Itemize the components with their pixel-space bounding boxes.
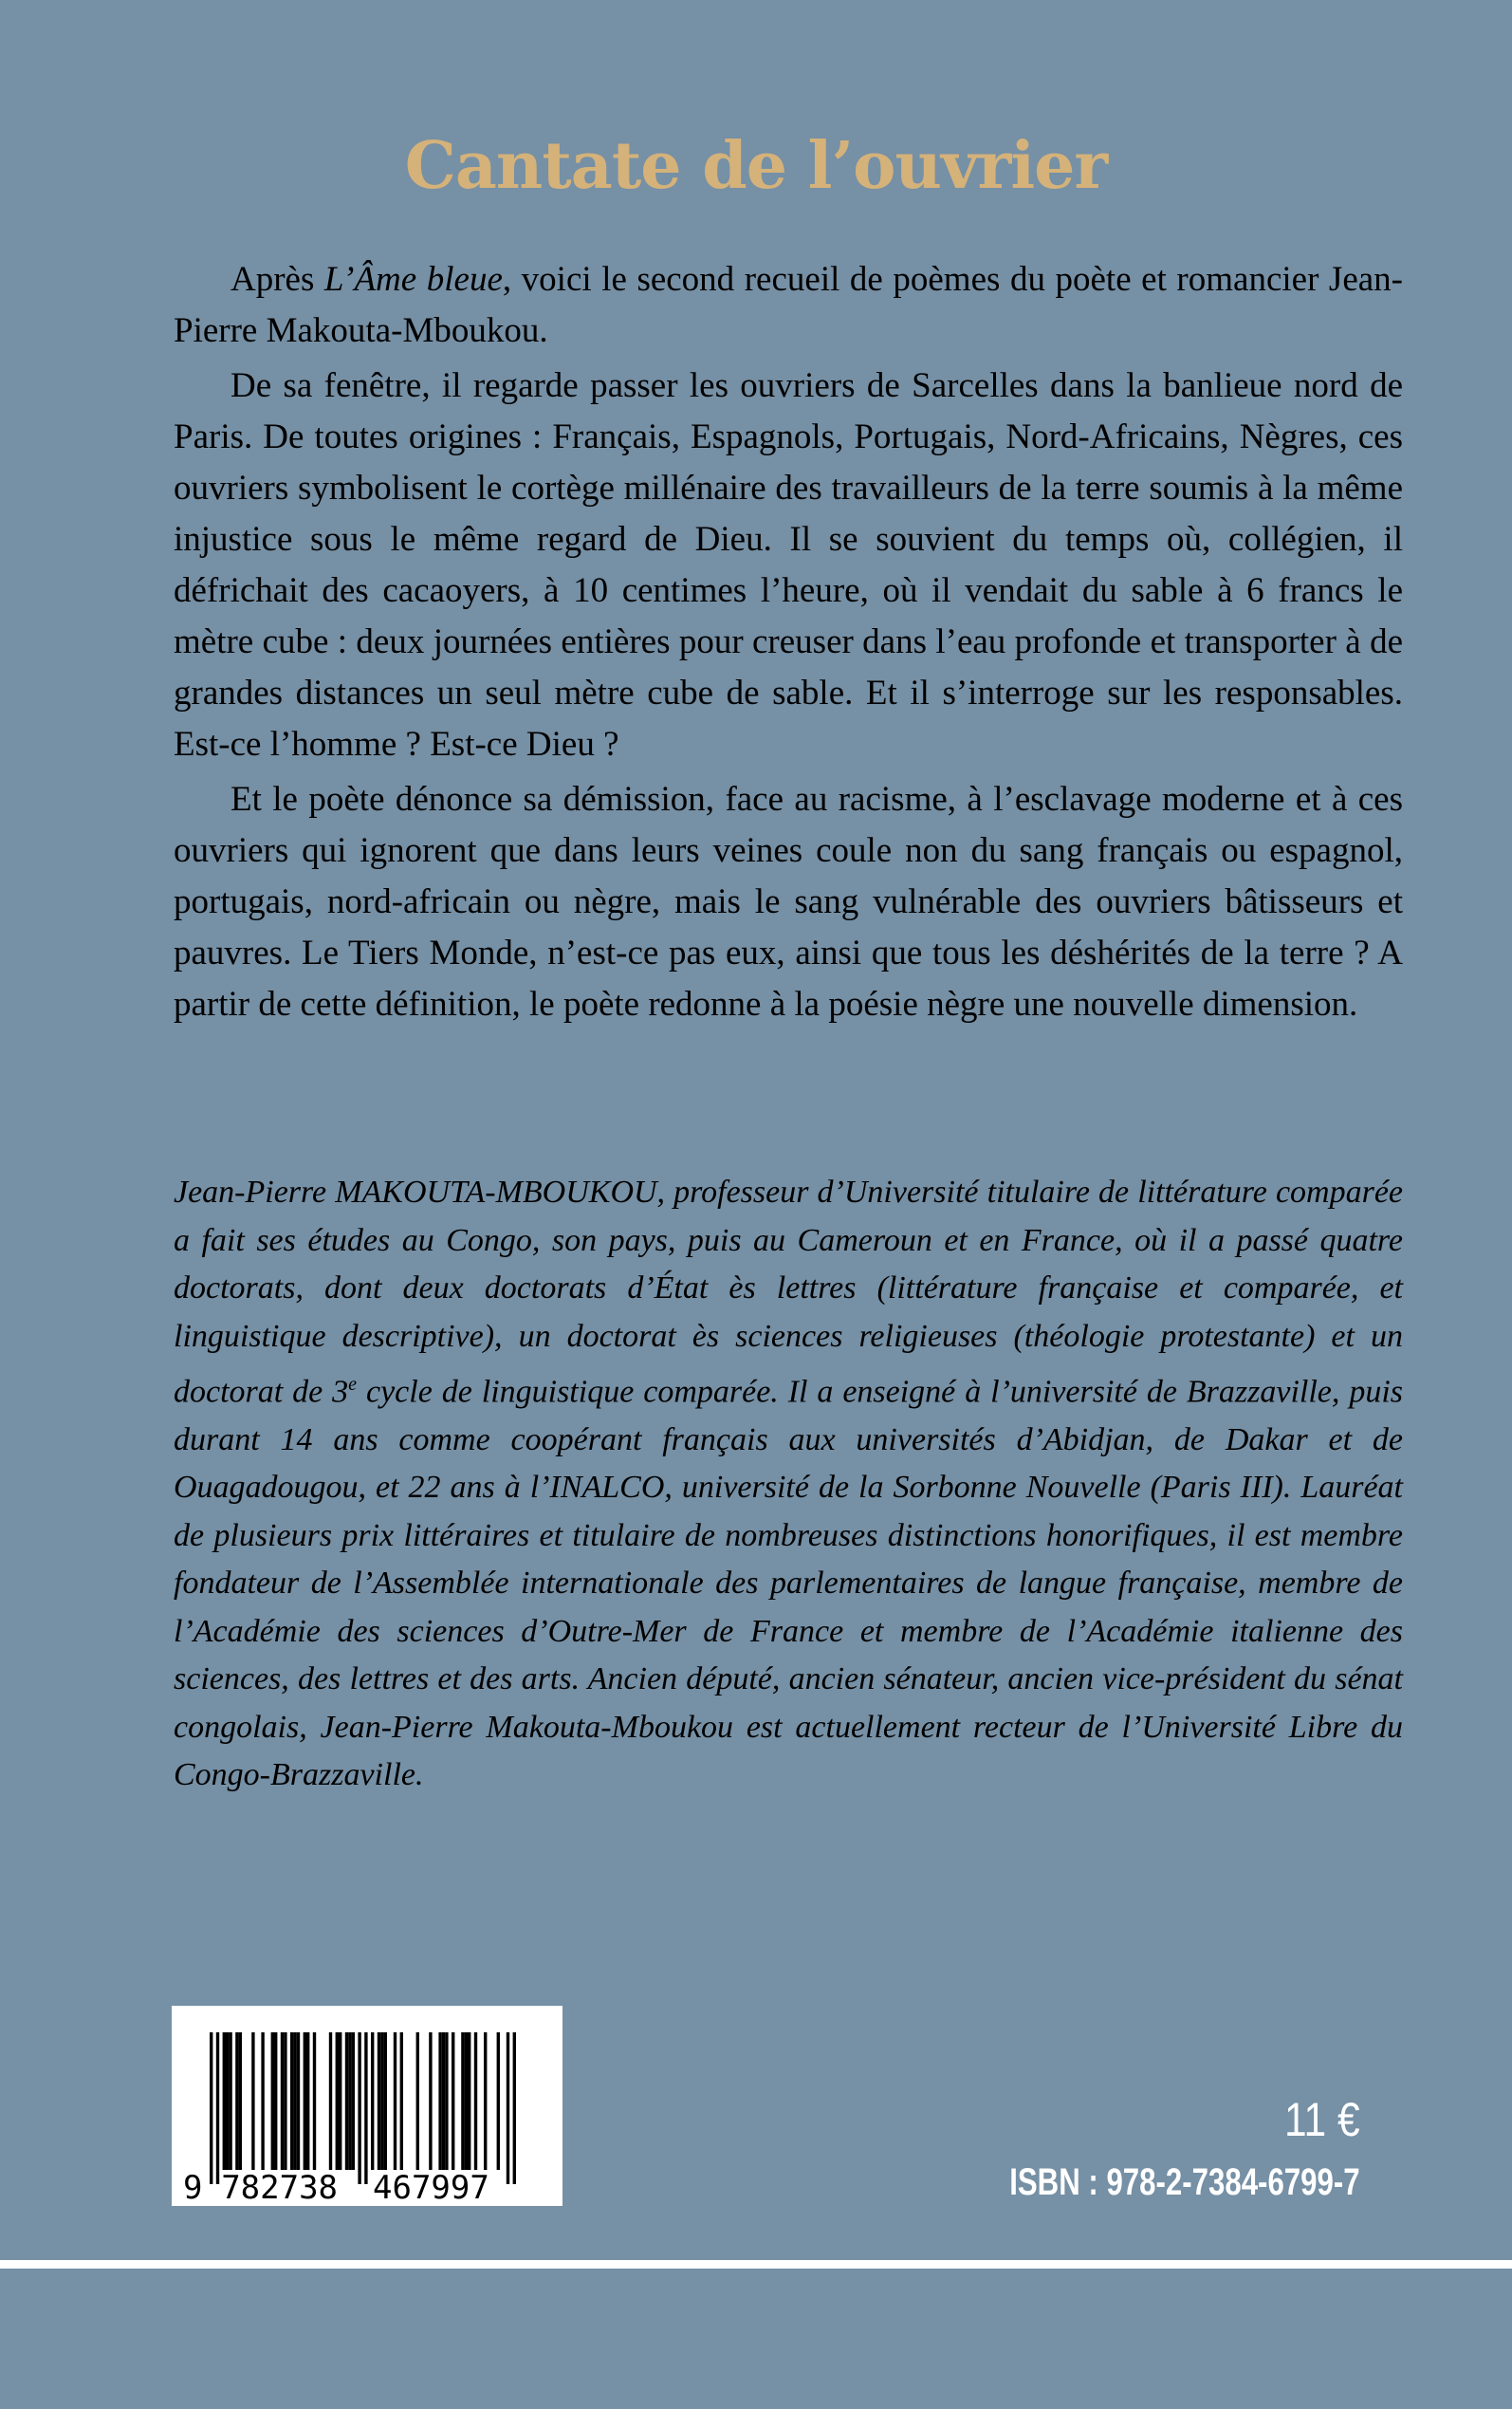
barcode-bar [465,2032,468,2170]
blurb [174,254,1403,1034]
barcode-bar [223,2032,226,2170]
barcode-bar [226,2032,229,2170]
bio-text: Jean-Pierre MAKOUTA-MBOUKOU, professeur d’Université titulaire de littérature comparée a fait ses études au Congo, son pays, puis au Cameroun et en France, où il a passé quatre doctorats, dont deux doctorats d’État ès lettres (littérature française et comparée, et linguistique descriptive), un doctorat ès sciences religieuses (théologie protestante) et un doctorat de 3 [174,1175,1403,1410]
barcode-bar [380,2032,383,2170]
barcode-bar [274,2032,277,2170]
barcode-bar [442,2032,445,2170]
barcode-digits: 782738 [221,2169,339,2206]
barcode-bar [251,2032,254,2170]
barcode-bar [271,2032,274,2170]
barcode-bar [416,2032,419,2170]
barcode-bar [445,2032,448,2170]
barcode-bar [345,2032,348,2170]
barcode-bar [507,2032,509,2184]
barcode [172,2006,562,2206]
barcode-bar [261,2032,264,2170]
barcode-bar [400,2032,403,2170]
barcode-digits: 467997 [373,2169,489,2206]
barcode-bar [378,2032,380,2170]
barcode-bar [384,2032,387,2170]
author-bio-paragraph [174,1169,1403,1800]
barcode-bar [438,2032,441,2170]
barcode-bar [394,2032,396,2170]
barcode-bar [358,2032,360,2184]
barcode-graphic [172,2006,562,2206]
barcode-bar [239,2032,242,2170]
barcode-bar [216,2032,219,2184]
blurb-paragraph-1 [174,254,1403,357]
blurb-paragraph-3: Et le poète dénonce sa démission, face au racisme, à l’esclavage moderne et à ces ouvriers qui ignorent que dans leurs veines coule non du sang français ou espagnol, portugais, nord-africain ou nègre, mais le sang vulnérable des ouvriers bâtisseurs et pauvres. Le Tiers Monde, n’est-ce pas eux, ainsi que tous les déshérités de la terre ? A partir de cette définition, le poète redonne à la poésie nègre une nouvelle dimension. [174,780,1403,1024]
barcode-bar [313,2032,316,2170]
barcode-bar [497,2032,500,2170]
barcode-bar [293,2032,296,2170]
barcode-bar [304,2032,306,2170]
barcode-bar [352,2032,355,2170]
barcode-bar [306,2032,309,2170]
bio-text: cycle de linguistique comparée. Il a enseigné à l’université de Brazzaville, puis durant 14 ans comme coopérant français aux universités d’Abidjan, de Dakar et de Ouagadougou, et 22 ans à l’INALCO, université de la Sorbonne Nouvelle (Paris III). Lauréat de plusieurs prix littéraires et titulaire de nombreuses distinctions honorifiques, il est membre fondateur de l’Assemblée internationale des parlementaires de langue française, membre de l’Académie des sciences d’Outre-Mer de France et membre de l’Académie italienne des sciences, des lettres et des arts. Ancien député, ancien sénateur, ancien vice-président du sénat congolais, Jean-Pierre Makouta-Mboukou est actuellement recteur de l’Université Libre du Congo-Brazzaville. [174,1374,1404,1793]
barcode-bar [429,2032,432,2170]
barcode-bar [452,2032,454,2170]
barcode-bar [210,2032,212,2184]
price: 11 € [1284,2093,1360,2146]
barcode-bar [468,2032,470,2170]
barcode-bar [229,2032,231,2170]
superscript: e [348,1374,358,1395]
cited-title: L’Âme bleue [323,260,503,299]
blurb-text: Après [230,260,324,299]
barcode-bar [513,2032,516,2184]
author-bio [174,1169,1403,1800]
barcode-bar [235,2032,238,2170]
barcode-bar [339,2032,341,2170]
barcode-bar [290,2032,293,2170]
barcode-bar [336,2032,339,2170]
divider-line [0,2260,1512,2269]
barcode-bar [364,2032,367,2184]
barcode-bar [461,2032,464,2170]
barcode-bar [297,2032,300,2170]
barcode-bar [348,2032,351,2170]
barcode-bar [371,2032,374,2170]
isbn: ISBN : 978-2-7384-6799-7 [1009,2161,1360,2203]
barcode-bar [329,2032,332,2170]
barcode-bar [281,2032,284,2170]
blurb-text: , voici le second recueil de poèmes du poète et romancier Jean-Pierre Makouta-Mboukou. [174,260,1403,350]
barcode-digits: 9 [183,2169,203,2206]
barcode-bar [284,2032,286,2170]
blurb-paragraph-2: De sa fenêtre, il regarde passer les ouvriers de Sarcelles dans la banlieue nord de Paris. De toutes origines : Français, Espagnols, Portugais, Nord-Africains, Nègres, ces ouvriers symbolisent le cortège millénaire des travailleurs de la terre soumis à la même injustice sous le même regard de Dieu. Il se souvient du temps où, collégien, il défrichait des cacaoyers, à 10 centimes l’heure, où il vendait du sable à 6 francs le mètre cube : deux journées entières pour creuser dans l’eau profonde et transporter à de grandes distances un seul mètre cube de sable. Et il s’interroge sur les responsables. Est-ce l’homme ? Est-ce Dieu ? [174,366,1403,764]
barcode-bar [474,2032,477,2170]
book-title: Cantate de l’ouvrier [404,128,1108,204]
barcode-bar [484,2032,487,2170]
